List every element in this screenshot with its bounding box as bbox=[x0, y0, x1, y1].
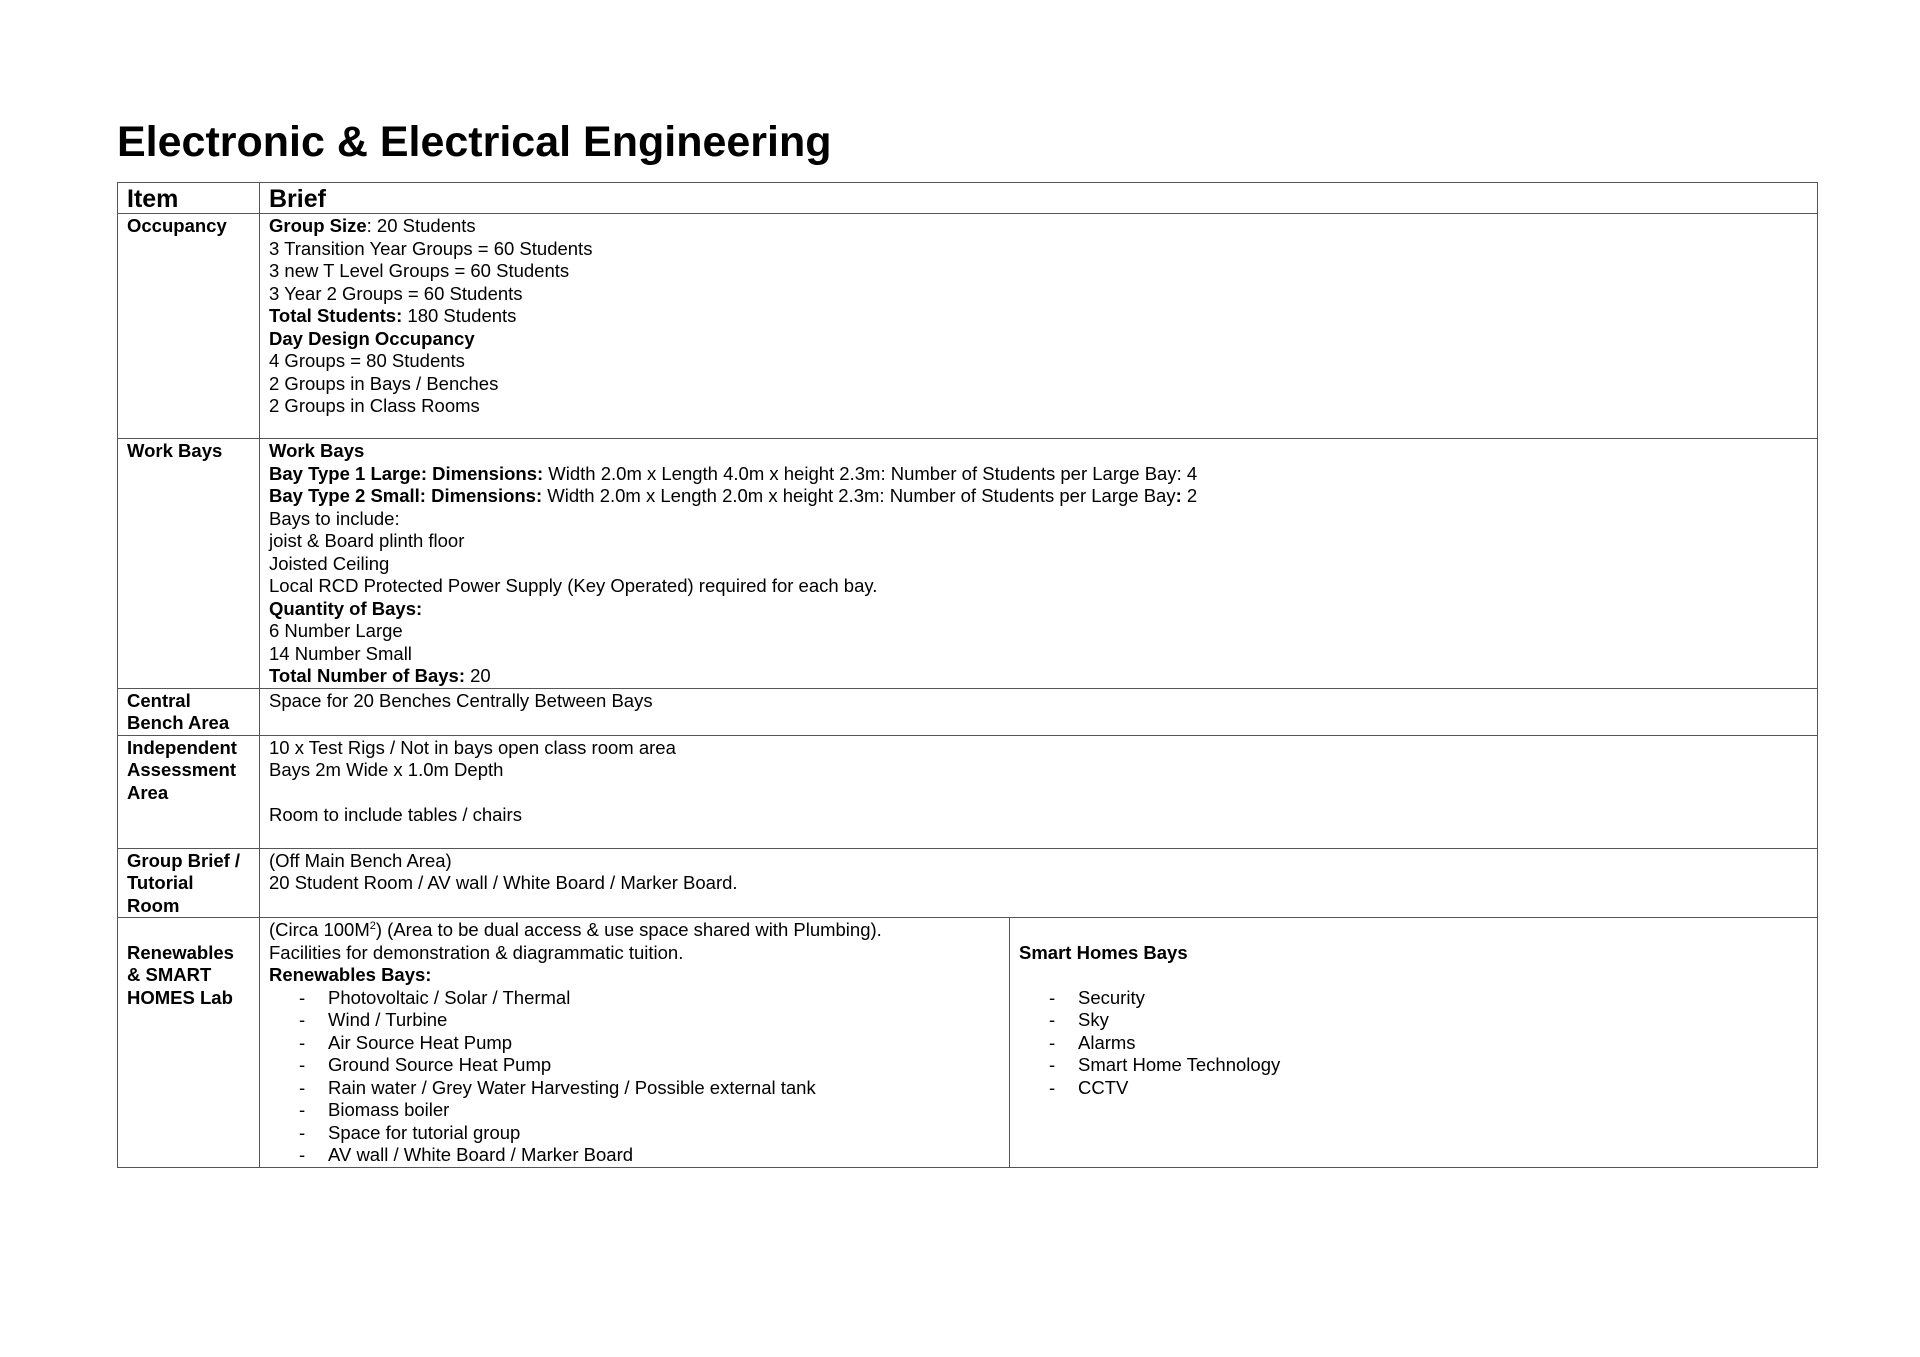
item-work-bays: Work Bays bbox=[118, 439, 260, 689]
area-sup: 2 bbox=[369, 919, 376, 932]
bays-include-power: Local RCD Protected Power Supply (Key Operated) required for each bay. bbox=[269, 575, 878, 596]
brief-smart-homes bbox=[1010, 918, 1818, 1168]
header-item: Item bbox=[118, 183, 260, 214]
table-row-independent bbox=[118, 735, 1818, 848]
quantity-large: 6 Number Large bbox=[269, 620, 403, 641]
independent-line2: Bays 2m Wide x 1.0m Depth bbox=[269, 759, 504, 780]
total-students-value: 180 Students bbox=[402, 305, 517, 326]
list-item: - Alarms bbox=[1049, 1032, 1808, 1055]
total-bays-value: 20 bbox=[464, 665, 491, 686]
bay-type2-colon: : bbox=[1175, 485, 1182, 506]
area-post: ) (Area to be dual access & use space shared with Plumbing). bbox=[375, 919, 882, 940]
occupancy-groups: 4 Groups = 80 Students bbox=[269, 350, 465, 371]
bay-type2-label: Bay Type 2 Small: Dimensions: bbox=[269, 485, 543, 506]
list-item: - Photovoltaic / Solar / Thermal bbox=[299, 987, 1000, 1010]
header-brief: Brief bbox=[260, 183, 1818, 214]
item-independent: Independent Assessment Area bbox=[118, 735, 260, 848]
page-title: Electronic & Electrical Engineering bbox=[117, 118, 832, 166]
table-row-work-bays bbox=[118, 439, 1818, 689]
table-row-renewables bbox=[118, 918, 1818, 1168]
item-group-brief: Group Brief / Tutorial Room bbox=[118, 848, 260, 918]
occupancy-transition: 3 Transition Year Groups = 60 Students bbox=[269, 237, 593, 259]
list-item: - Smart Home Technology bbox=[1049, 1054, 1808, 1077]
table-header-row bbox=[118, 183, 1818, 214]
item-renewables bbox=[118, 918, 260, 1168]
item-occupancy: Occupancy bbox=[118, 214, 260, 439]
brief-independent bbox=[260, 735, 1818, 848]
brief-table bbox=[117, 182, 1818, 1168]
bay-type1-label: Bay Type 1 Large: Dimensions: bbox=[269, 462, 544, 484]
bays-include-label: Bays to include: bbox=[269, 507, 400, 529]
table-row-central-bench bbox=[118, 688, 1818, 735]
day-design-heading: Day Design Occupancy bbox=[269, 327, 475, 349]
brief-group-brief bbox=[260, 848, 1818, 918]
smart-homes-list bbox=[1019, 987, 1808, 1100]
bays-include-ceiling: Joisted Ceiling bbox=[269, 552, 390, 574]
independent-line1: 10 x Test Rigs / Not in bays open class room area bbox=[269, 736, 676, 758]
group-size-label: Group Size bbox=[269, 215, 367, 236]
brief-central-bench: Space for 20 Benches Centrally Between Bays bbox=[260, 688, 1818, 735]
group-brief-line1: (Off Main Bench Area) bbox=[269, 849, 452, 871]
brief-occupancy bbox=[260, 214, 1818, 439]
table-row-group-brief bbox=[118, 848, 1818, 918]
list-item: - Biomass boiler bbox=[299, 1099, 1000, 1122]
quantity-label: Quantity of Bays: bbox=[269, 597, 423, 619]
area-pre: (Circa 100M bbox=[269, 919, 370, 940]
renewables-bays-list bbox=[269, 987, 1000, 1167]
bay-type2-count: 2 bbox=[1181, 485, 1198, 506]
occupancy-class: 2 Groups in Class Rooms bbox=[269, 395, 480, 416]
bay-type2-value: Width 2.0m x Length 2.0m x height 2.3m: Number of Students per Large Bay bbox=[542, 485, 1176, 506]
item-central-bench: Central Bench Area bbox=[118, 688, 260, 735]
total-bays-label: Total Number of Bays: bbox=[269, 665, 465, 686]
occupancy-tlevel: 3 new T Level Groups = 60 Students bbox=[269, 260, 570, 281]
list-item: - Space for tutorial group bbox=[299, 1122, 1000, 1145]
list-item: - Wind / Turbine bbox=[299, 1009, 1000, 1032]
list-item: - Ground Source Heat Pump bbox=[299, 1054, 1000, 1077]
list-item: - Rain water / Grey Water Harvesting / Possible external tank bbox=[299, 1077, 1000, 1100]
facilities-text: Facilities for demonstration & diagrammatic tuition. bbox=[269, 941, 684, 963]
table-row-occupancy bbox=[118, 214, 1818, 439]
list-item: - CCTV bbox=[1049, 1077, 1808, 1100]
list-item: - Air Source Heat Pump bbox=[299, 1032, 1000, 1055]
occupancy-year2: 3 Year 2 Groups = 60 Students bbox=[269, 282, 523, 304]
list-item: - AV wall / White Board / Marker Board bbox=[299, 1144, 1000, 1167]
total-students-label: Total Students: bbox=[269, 305, 403, 326]
brief-renewables bbox=[260, 918, 1010, 1168]
renewables-bays-label: Renewables Bays: bbox=[269, 964, 432, 985]
group-brief-line2: 20 Student Room / AV wall / White Board / Marker Board. bbox=[269, 872, 738, 893]
work-bays-heading: Work Bays bbox=[269, 440, 365, 461]
smart-homes-label: Smart Homes Bays bbox=[1019, 941, 1188, 963]
bay-type1-value: Width 2.0m x Length 4.0m x height 2.3m: Number of Students per Large Bay: 4 bbox=[543, 462, 1198, 484]
list-item: - Security bbox=[1049, 987, 1808, 1010]
list-item: - Sky bbox=[1049, 1009, 1808, 1032]
item-renewables-label: Renewables & SMART HOMES Lab bbox=[127, 941, 234, 1008]
quantity-small: 14 Number Small bbox=[269, 642, 412, 664]
occupancy-bays: 2 Groups in Bays / Benches bbox=[269, 372, 499, 394]
group-size-value: : 20 Students bbox=[366, 215, 476, 236]
brief-work-bays bbox=[260, 439, 1818, 689]
bays-include-floor: joist & Board plinth floor bbox=[269, 530, 465, 551]
independent-line3: Room to include tables / chairs bbox=[269, 804, 522, 825]
